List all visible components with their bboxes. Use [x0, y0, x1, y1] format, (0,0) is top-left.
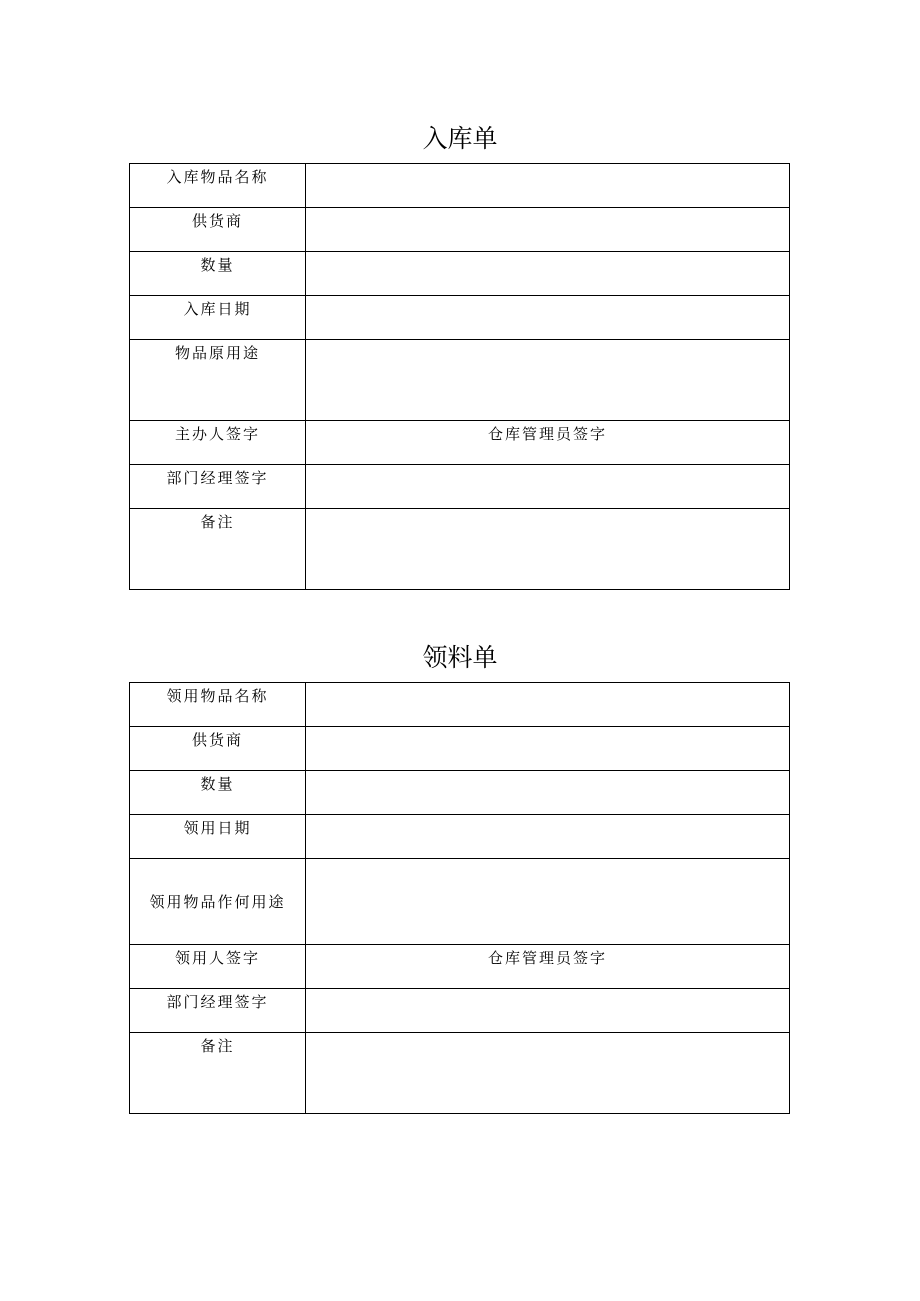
- inbound-row-signatures: [130, 421, 790, 465]
- inbound-row-quantity: [130, 252, 790, 296]
- requisition-row-purpose: [130, 859, 790, 945]
- inbound-warehouse-keeper-sign-label: 仓库管理员签字: [306, 421, 790, 465]
- requisition-quantity-field[interactable]: [306, 771, 790, 815]
- inbound-original-use-label: 物品原用途: [130, 340, 306, 421]
- inbound-remarks-label: 备注: [130, 509, 306, 590]
- inbound-supplier-field[interactable]: [306, 208, 790, 252]
- requisition-row-supplier: [130, 727, 790, 771]
- inbound-row-original-use: [130, 340, 790, 421]
- requisition-remarks-field[interactable]: [306, 1033, 790, 1114]
- inbound-supplier-label: 供货商: [130, 208, 306, 252]
- requisition-warehouse-keeper-sign-label: 仓库管理员签字: [306, 945, 790, 989]
- inbound-dept-manager-sign-label: 部门经理签字: [130, 465, 306, 509]
- inbound-row-date: [130, 296, 790, 340]
- inbound-original-use-field[interactable]: [306, 340, 790, 421]
- requisition-quantity-label: 数量: [130, 771, 306, 815]
- requisition-row-dept-manager: [130, 989, 790, 1033]
- inbound-quantity-label: 数量: [130, 252, 306, 296]
- requisition-supplier-label: 供货商: [130, 727, 306, 771]
- requisition-row-remarks: [130, 1033, 790, 1114]
- requisition-item-name-field[interactable]: [306, 683, 790, 727]
- requisition-remarks-label: 备注: [130, 1033, 306, 1114]
- inbound-item-name-field[interactable]: [306, 164, 790, 208]
- requisition-supplier-field[interactable]: [306, 727, 790, 771]
- requisition-date-label: 领用日期: [130, 815, 306, 859]
- inbound-date-label: 入库日期: [130, 296, 306, 340]
- requisition-purpose-field[interactable]: [306, 859, 790, 945]
- requisition-date-field[interactable]: [306, 815, 790, 859]
- requisition-recipient-sign-label: 领用人签字: [130, 945, 306, 989]
- inbound-item-name-label: 入库物品名称: [130, 164, 306, 208]
- requisition-row-date: [130, 815, 790, 859]
- requisition-dept-manager-sign-label: 部门经理签字: [130, 989, 306, 1033]
- inbound-row-item-name: [130, 164, 790, 208]
- inbound-row-supplier: [130, 208, 790, 252]
- requisition-item-name-label: 领用物品名称: [130, 683, 306, 727]
- inbound-remarks-field[interactable]: [306, 509, 790, 590]
- inbound-dept-manager-sign-field[interactable]: [306, 465, 790, 509]
- inbound-handler-sign-label: 主办人签字: [130, 421, 306, 465]
- inbound-row-dept-manager: [130, 465, 790, 509]
- requisition-form-title: 领料单: [422, 643, 498, 672]
- inbound-form-table: [129, 163, 790, 590]
- requisition-row-signatures: [130, 945, 790, 989]
- requisition-row-quantity: [130, 771, 790, 815]
- requisition-purpose-label: 领用物品作何用途: [130, 859, 306, 945]
- inbound-row-remarks: [130, 509, 790, 590]
- requisition-row-item-name: [130, 683, 790, 727]
- inbound-quantity-field[interactable]: [306, 252, 790, 296]
- requisition-dept-manager-sign-field[interactable]: [306, 989, 790, 1033]
- inbound-date-field[interactable]: [306, 296, 790, 340]
- requisition-form-table: [129, 682, 790, 1114]
- inbound-form-title: 入库单: [422, 124, 498, 153]
